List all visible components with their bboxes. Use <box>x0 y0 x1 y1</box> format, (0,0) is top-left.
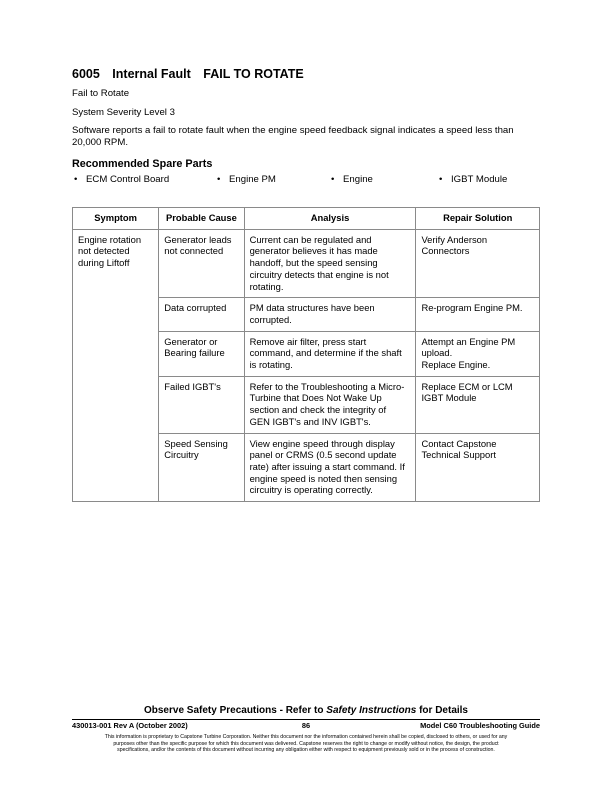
analysis-text: circuitry is operating correctly. <box>249 484 373 496</box>
header-repair-solution: Repair Solution <box>416 208 540 230</box>
spare-parts-list <box>72 174 540 185</box>
cause-text: Bearing failure <box>164 347 225 359</box>
legal-line: purposes other than the specific purpose for which this document was delivered. Capstone reserves the right to change or modify without notice, the design, the product <box>113 740 499 747</box>
analysis-cell <box>244 376 416 433</box>
footer-divider <box>72 719 540 720</box>
spare-part-item: • ECM Control Board <box>72 174 215 185</box>
analysis-text: circuitry detects that engine is not <box>249 268 389 280</box>
fault-code: 6005 <box>72 67 100 81</box>
analysis-text: is rotating. <box>249 359 293 371</box>
cause-text: not connected <box>164 245 224 257</box>
spare-part-item: • Engine PM <box>215 174 329 185</box>
cause-text: Data corrupted <box>164 302 227 314</box>
header-analysis: Analysis <box>244 208 416 230</box>
legal-notice <box>72 734 540 754</box>
cause-cell <box>159 298 244 331</box>
safety-suffix: for Details <box>416 705 468 716</box>
repair-text: Technical Support <box>421 449 496 461</box>
spare-part-item: • IGBT Module <box>437 174 507 185</box>
safety-prefix: Observe Safety Precautions - Refer to <box>143 705 327 716</box>
cause-cell <box>159 376 244 433</box>
repair-cell <box>416 331 540 376</box>
header-probable-cause: Probable Cause <box>159 208 244 230</box>
footer-meta <box>72 721 540 730</box>
analysis-text: command, and determine if the shaft <box>249 347 402 359</box>
analysis-cell <box>244 298 416 331</box>
analysis-text: handoff, but the speed sensing <box>249 257 378 269</box>
analysis-text: rate) after issuing a start command. If <box>249 460 405 472</box>
fault-line: Fail to Rotate <box>72 88 130 99</box>
symptom-text: not detected <box>78 245 130 257</box>
analysis-text: engine speed is noted then sensing <box>249 472 398 484</box>
legal-line: specifications, and/or the contents of this document without incurring any obligation either with respect to equipment previously sold or in the process of construction. <box>117 747 495 754</box>
doc-number: 430013-001 Rev A (October 2002) <box>72 721 188 730</box>
legal-line: This information is proprietary to Capstone Turbine Corporation. Neither this document nor the information contained herein shall be copied, disclosed to others, or used for any <box>104 734 508 740</box>
safety-notice <box>72 705 540 716</box>
analysis-text: Remove air filter, press start <box>249 335 367 347</box>
symptom-cell <box>73 229 159 501</box>
page-number: 86 <box>301 721 311 730</box>
repair-text: IGBT Module <box>421 392 477 404</box>
severity-line: System Severity Level 3 <box>72 106 175 118</box>
cause-text: Failed IGBT's <box>164 380 221 392</box>
fault-name: Internal Fault <box>112 67 191 81</box>
repair-cell <box>416 229 540 298</box>
analysis-text: panel or CRMS (0.5 second update <box>249 449 397 461</box>
analysis-text: PM data structures have been <box>249 302 375 314</box>
analysis-text: Refer to the Troubleshooting a Micro- <box>249 380 405 392</box>
cause-cell <box>159 229 244 298</box>
header-symptom: Symptom <box>73 208 159 230</box>
analysis-text: View engine speed through display <box>249 437 395 449</box>
spare-parts-heading: Recommended Spare Parts <box>72 158 213 171</box>
cause-text: Generator or <box>164 335 218 347</box>
analysis-text: GEN IGBT's and INV IGBT's. <box>249 415 371 427</box>
repair-text: Replace ECM or LCM <box>421 380 513 392</box>
troubleshooting-table <box>72 207 540 502</box>
spare-part-item: • Engine <box>329 174 437 185</box>
analysis-text: corrupted. <box>249 313 292 325</box>
cause-text: Speed Sensing <box>164 437 228 449</box>
safety-link-text: Safety Instructions <box>326 705 417 716</box>
repair-text: Verify Anderson <box>421 233 488 245</box>
repair-text: upload. <box>421 347 453 359</box>
fault-type: FAIL TO ROTATE <box>203 67 304 81</box>
analysis-text: Turbine that Does Not Wake Up <box>249 392 382 404</box>
guide-title: Model C60 Troubleshooting Guide <box>420 721 540 730</box>
symptom-text: during Liftoff <box>78 257 130 269</box>
table-row <box>73 229 540 298</box>
repair-cell <box>416 376 540 433</box>
cause-cell <box>159 433 244 502</box>
page-title <box>72 67 540 81</box>
repair-text: Connectors <box>421 245 470 257</box>
cause-cell <box>159 331 244 376</box>
analysis-text: rotating. <box>249 280 284 292</box>
repair-text: Re-program Engine PM. <box>421 302 523 314</box>
fault-description: Software reports a fail to rotate fault when the engine speed feedback signal indicates a speed less than 20,000 RPM. <box>72 125 514 148</box>
symptom-text: Engine rotation <box>78 233 142 245</box>
analysis-text: Current can be regulated and <box>249 233 372 245</box>
analysis-cell <box>244 331 416 376</box>
analysis-text: section and check the integrity of <box>249 404 387 416</box>
repair-text: Contact Capstone <box>421 437 497 449</box>
analysis-cell <box>244 433 416 502</box>
repair-cell <box>416 433 540 502</box>
analysis-cell <box>244 229 416 298</box>
repair-text: Replace Engine. <box>421 359 491 371</box>
cause-text: Circuitry <box>164 449 199 461</box>
repair-text: Attempt an Engine PM <box>421 335 516 347</box>
analysis-text: generator believes it has made <box>249 245 378 257</box>
page-content <box>72 67 540 185</box>
repair-cell <box>416 298 540 331</box>
cause-text: Generator leads <box>164 233 232 245</box>
table-header-row <box>73 208 540 230</box>
